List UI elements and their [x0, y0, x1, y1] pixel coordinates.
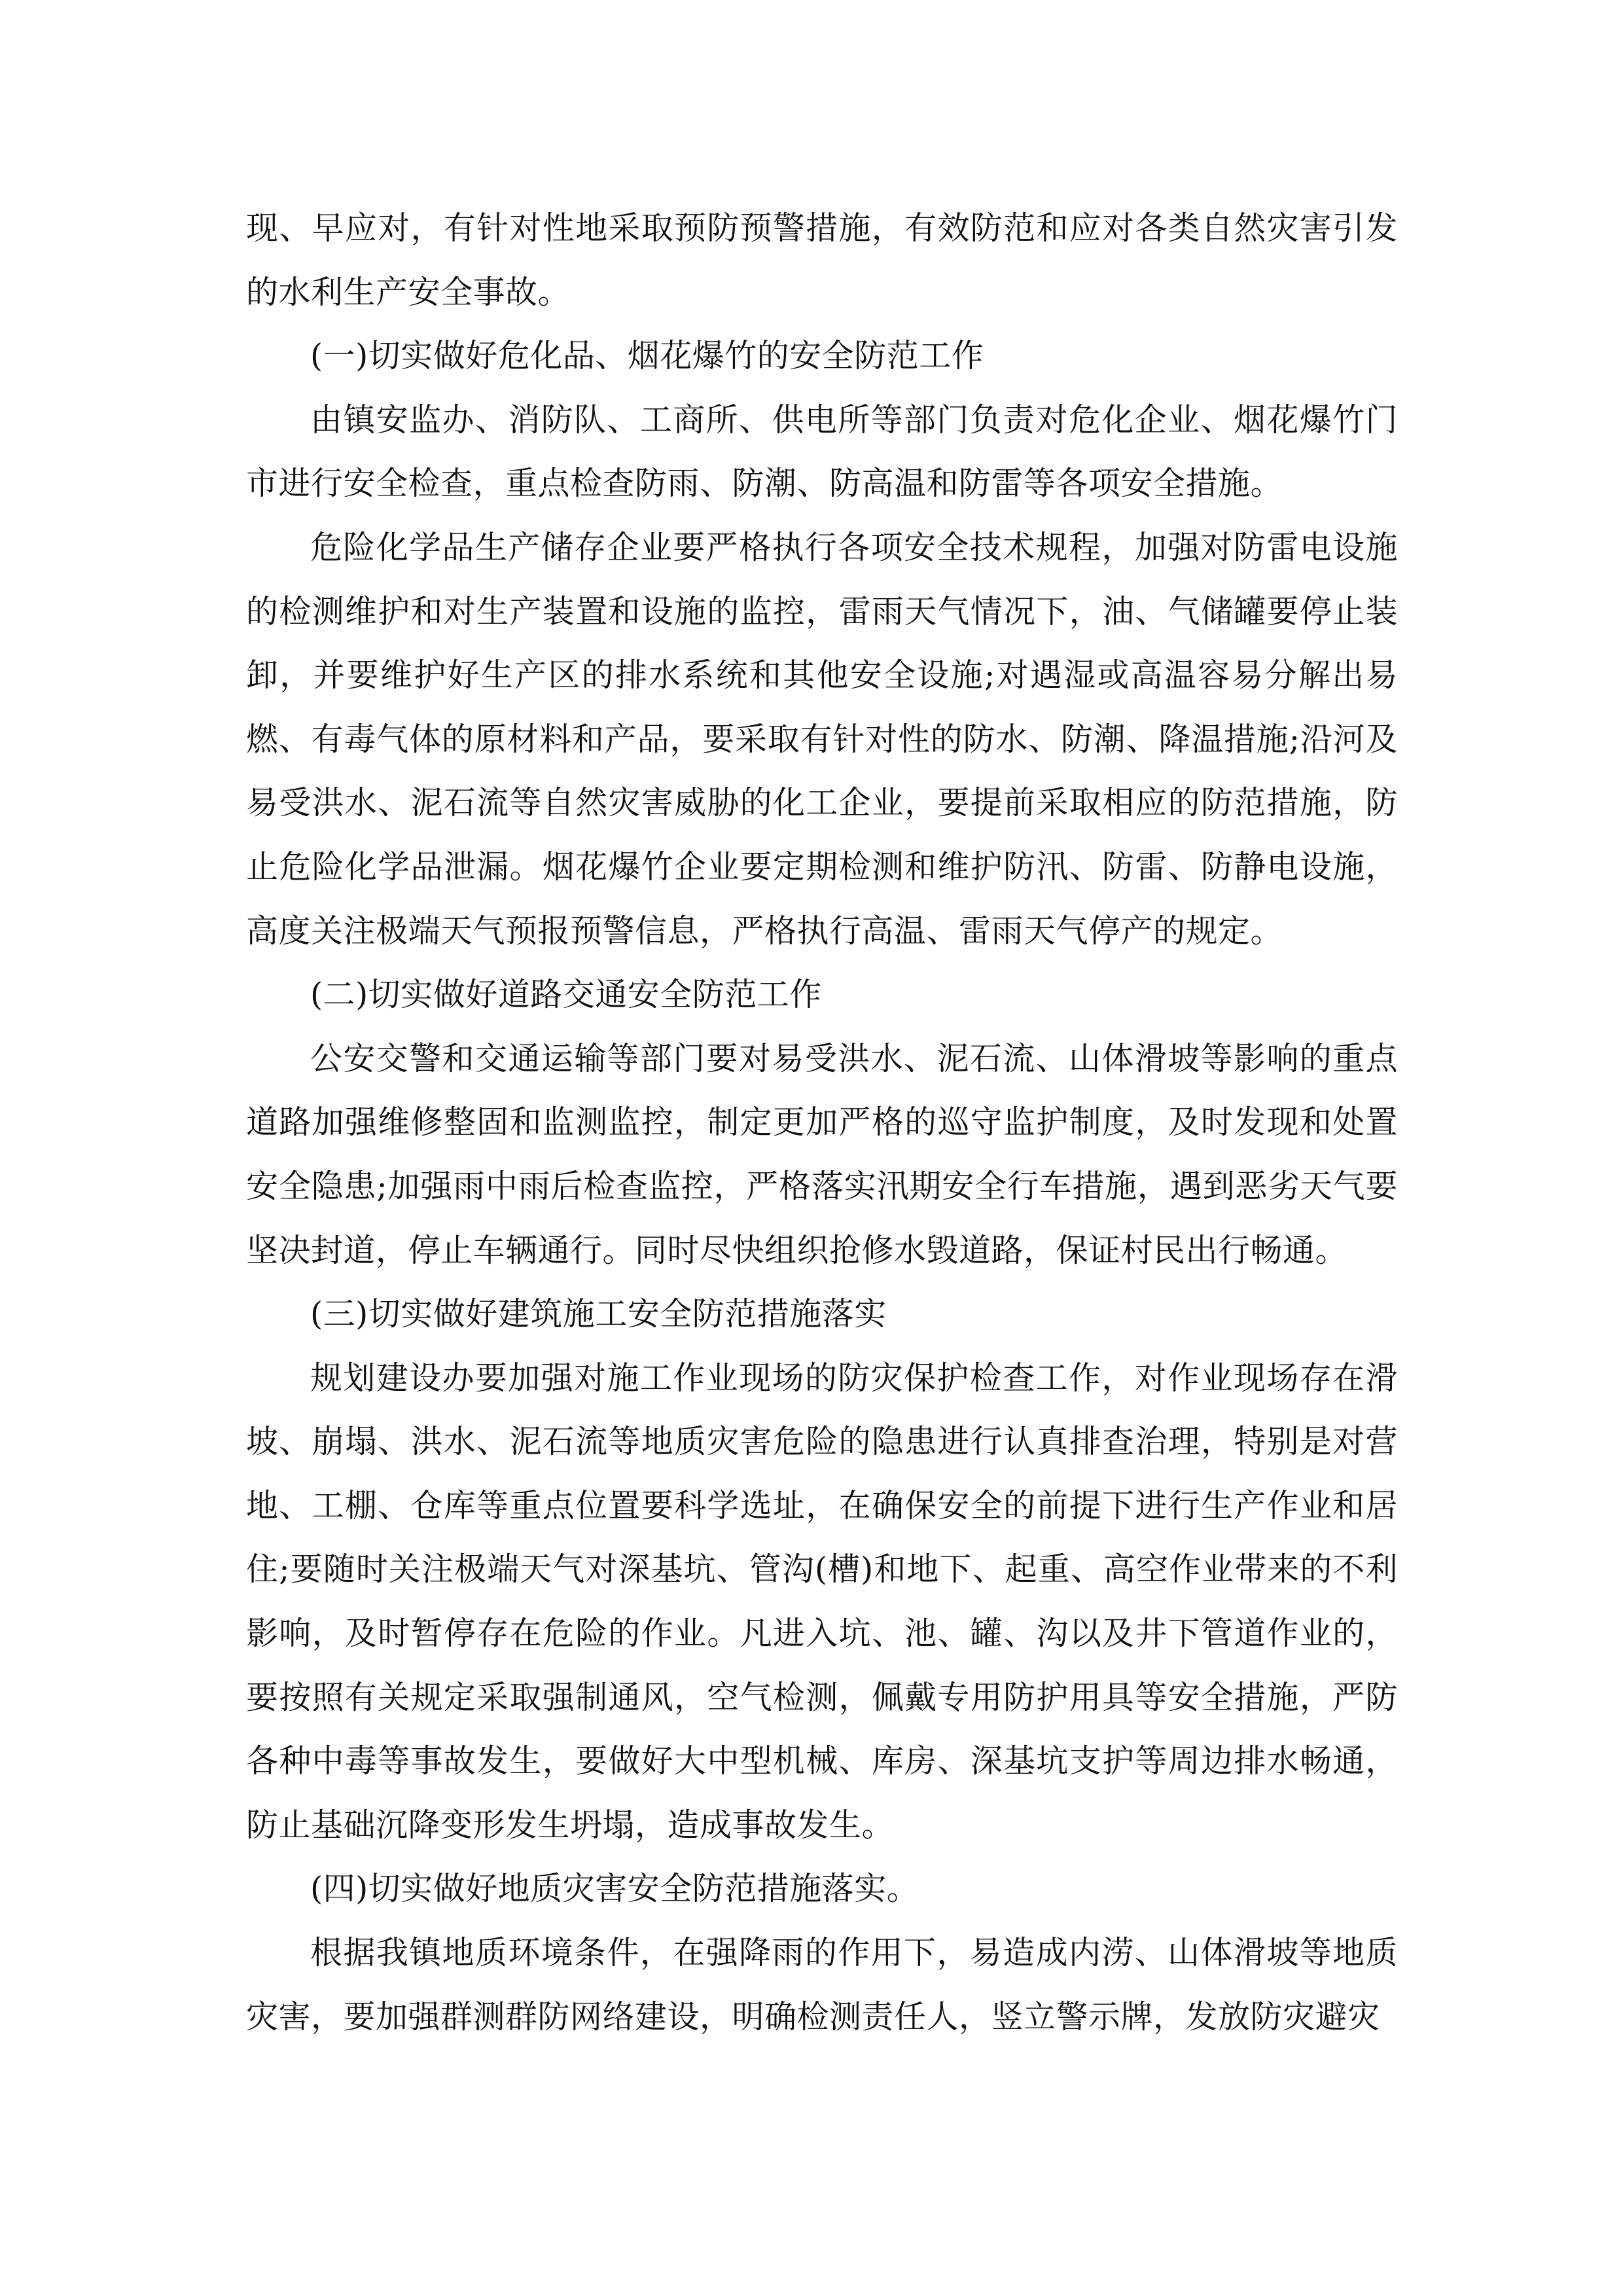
section-heading-3: (三)切实做好建筑施工安全防范措施落实 — [310, 1295, 887, 1333]
section-heading-2: (二)切实做好道路交通安全防范工作 — [310, 976, 822, 1014]
paragraph: 由镇安监办、消防队、工商所、供电所等部门负责对危化企业、烟花爆竹门市进行安全检查，重点检查防雨、防潮、防高温和防雷等各项安全措施。 — [246, 401, 1398, 503]
document-body — [246, 196, 1398, 2049]
section-heading-1: (一)切实做好危化品、烟花爆竹的安全防范工作 — [310, 337, 984, 375]
section-heading-4: (四)切实做好地质灾害安全防范措施落实。 — [310, 1870, 919, 1908]
paragraph: 规划建设办要加强对施工作业现场的防灾保护检查工作，对作业现场存在滑坡、崩塌、洪水、泥石流等地质灾害危险的隐患进行认真排查治理，特别是对营地、工棚、仓库等重点位置要科学选址，在确保安全的前提下进行生产作业和居住;要随时关注极端天气对深基坑、管沟(槽)和地下、起重、高空作业带来的不利影响，及时暂停存在危险的作业。凡进入坑、池、罐、沟以及井下管道作业的，要按照有关规定采取强制通风，空气检测，佩戴专用防护用具等安全措施，严防各种中毒等事故发生，要做好大中型机械、库房、深基坑支护等周边排水畅通，防止基础沉降变形发生坍塌，造成事故发生。 — [246, 1359, 1398, 1844]
paragraph-continuation: 现、早应对，有针对性地采取预防预警措施，有效防范和应对各类自然灾害引发的水利生产安全事故。 — [246, 209, 1398, 311]
paragraph: 公安交警和交通运输等部门要对易受洪水、泥石流、山体滑坡等影响的重点道路加强维修整固和监测监控，制定更加严格的巡守监护制度，及时发现和处置安全隐患;加强雨中雨后检查监控，严格落实汛期安全行车措施，遇到恶劣天气要坚决封道，停止车辆通行。同时尽快组织抢修水毁道路，保证村民出行畅通。 — [246, 1039, 1398, 1269]
paragraph: 根据我镇地质环境条件，在强降雨的作用下，易造成内涝、山体滑坡等地质灾害，要加强群测群防网络建设，明确检测责任人，竖立警示牌，发放防灾避灾 — [246, 1934, 1398, 2036]
paragraph: 危险化学品生产储存企业要严格执行各项安全技术规程，加强对防雷电设施的检测维护和对生产装置和设施的监控，雷雨天气情况下，油、气储罐要停止装卸，并要维护好生产区的排水系统和其他安全设施;对遇湿或高温容易分解出易燃、有毒气体的原材料和产品，要采取有针对性的防水、防潮、降温措施;沿河及易受洪水、泥石流等自然灾害威胁的化工企业，要提前采取相应的防范措施，防止危险化学品泄漏。烟花爆竹企业要定期检测和维护防汛、防雷、防静电设施，高度关注极端天气预报预警信息，严格执行高温、雷雨天气停产的规定。 — [246, 528, 1398, 950]
